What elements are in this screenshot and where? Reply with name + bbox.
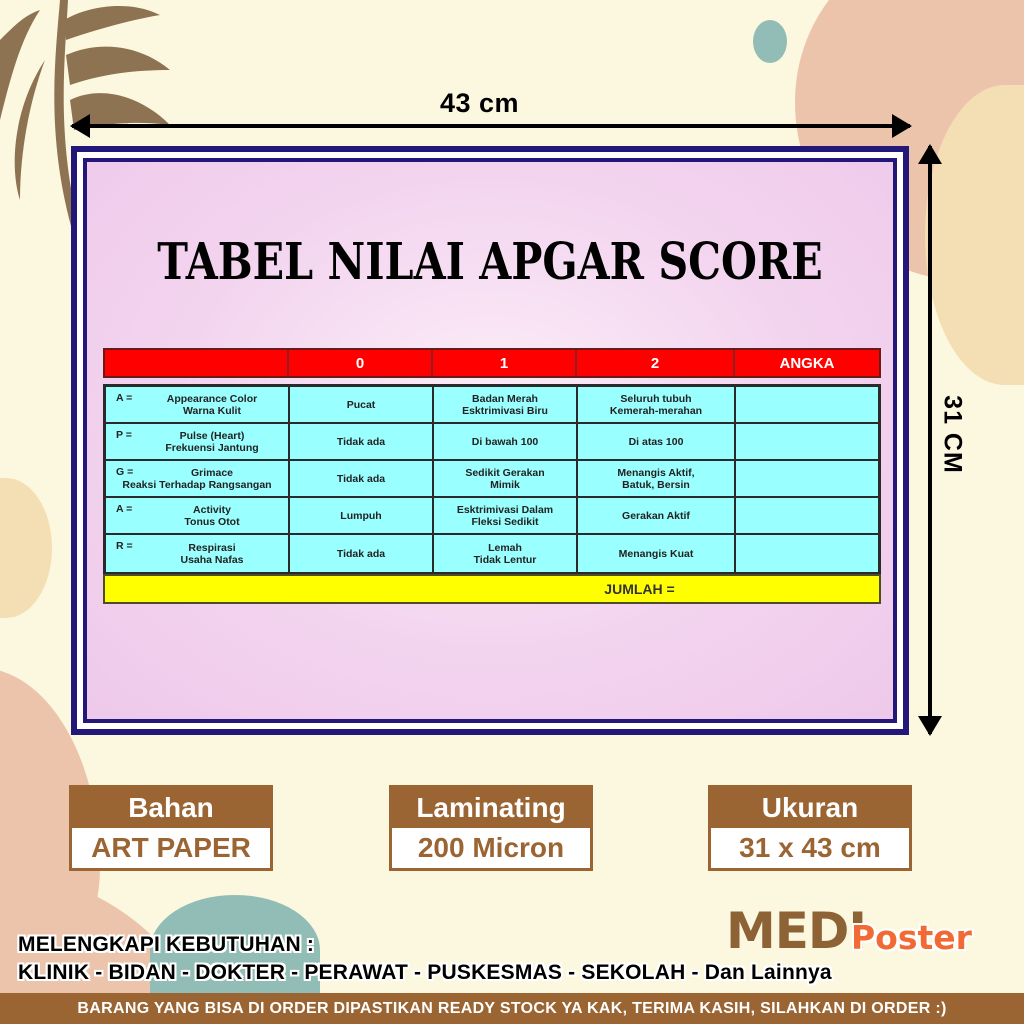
info-box-laminating	[389, 785, 593, 871]
info-label: Laminating	[392, 788, 590, 828]
height-arrow-icon	[928, 146, 932, 734]
info-value: 31 x 43 cm	[739, 832, 881, 863]
criteria-subname: Warna Kulit	[183, 404, 241, 417]
criteria-subname: Usaha Nafas	[180, 553, 244, 566]
score-1-cell: Sedikit Gerakan	[465, 466, 545, 479]
table-row: A = Appearance Color Warna Kulit Pucat Badan Merah Esktrimivasi Biru Seluruh tubuh Kemerah-merahan	[106, 387, 878, 424]
info-box-material	[69, 785, 273, 871]
score-0-cell: Lumpuh	[340, 509, 382, 522]
score-2-cell: Menangis Kuat	[618, 547, 694, 560]
info-label: Ukuran	[711, 788, 909, 828]
criteria-letter: P =	[116, 429, 132, 441]
angka-cell	[736, 424, 878, 459]
info-value: ART PAPER	[91, 832, 251, 863]
score-0-cell: Tidak ada	[336, 547, 386, 560]
criteria-letter: G =	[116, 466, 134, 478]
angka-cell	[736, 535, 878, 572]
poster-title: TABEL NILAI APGAR SCORE	[157, 232, 823, 292]
brand-part-poster: Poster	[851, 918, 972, 957]
score-1-cell: Badan Merah	[472, 392, 538, 405]
criteria-letter: R =	[116, 540, 133, 552]
criteria-letter: A =	[116, 503, 133, 515]
decor-cream-blob-left	[0, 478, 52, 618]
height-dimension-label: 31 CM	[938, 395, 967, 474]
header-cell: 1	[433, 350, 577, 376]
footer-banner	[0, 993, 1024, 1024]
header-cell	[105, 350, 289, 376]
criteria-letter: A =	[116, 392, 133, 404]
criteria-name: Respirasi	[188, 541, 236, 554]
tagline-heading: MELENGKAPI KEBUTUHAN :	[18, 933, 315, 956]
table-row: A = Activity Tonus Otot Lumpuh Esktrimivasi Dalam Fleksi Sedikit Gerakan Aktif	[106, 498, 878, 535]
width-arrow-icon	[72, 124, 910, 128]
angka-cell	[736, 387, 878, 422]
criteria-name: Appearance Color	[166, 392, 258, 405]
criteria-name: Activity	[193, 503, 231, 516]
score-2-cell: Di atas 100	[628, 435, 684, 448]
score-2-cell: Gerakan Aktif	[622, 509, 690, 522]
table-row: R = Respirasi Usaha Nafas Tidak ada Lemah Tidak Lentur Menangis Kuat	[106, 535, 878, 572]
criteria-subname: Frekuensi Jantung	[165, 441, 259, 454]
criteria-name: Grimace	[190, 466, 234, 479]
score-0-cell: Tidak ada	[336, 472, 386, 485]
score-1-cell: Lemah	[488, 541, 522, 554]
score-2-cell: Menangis Aktif,	[617, 466, 695, 479]
brand-logo	[726, 902, 972, 960]
table-header	[103, 348, 881, 378]
table-row	[106, 424, 878, 461]
tagline-audience: KLINIK - BIDAN - DOKTER - PERAWAT - PUSKESMAS - SEKOLAH - Dan Lainnya	[18, 961, 832, 984]
criteria-subname: Reaksi Terhadap Rangsangan	[122, 478, 272, 491]
score-2-cell: Seluruh tubuh	[620, 392, 692, 405]
angka-cell	[736, 498, 878, 533]
footer-text: BARANG YANG BISA DI ORDER DIPASTIKAN READY STOCK YA KAK, TERIMA KASIH, SILAHKAN DI ORDER :)	[77, 999, 947, 1017]
criteria-subname: Tonus Otot	[184, 515, 240, 528]
total-label: JUMLAH =	[604, 581, 675, 597]
apgar-table	[103, 384, 881, 575]
score-0-cell: Pucat	[346, 398, 376, 411]
poster-frame	[71, 146, 909, 735]
criteria-name: Pulse (Heart)	[179, 429, 245, 442]
score-0-cell: Tidak ada	[336, 435, 386, 448]
info-value: 200 Micron	[417, 832, 565, 863]
brand-part-medi: MEDI	[726, 902, 867, 960]
width-dimension-label: 43 cm	[440, 88, 520, 118]
total-row	[103, 574, 881, 604]
decor-teal-dot	[753, 20, 787, 63]
header-cell: ANGKA	[779, 354, 835, 372]
info-box-size	[708, 785, 912, 871]
score-1-cell: Esktrimivasi Dalam	[456, 503, 554, 516]
header-cell: 2	[577, 350, 735, 376]
poster-canvas	[83, 158, 897, 723]
angka-cell	[736, 461, 878, 496]
info-label: Bahan	[72, 788, 270, 828]
table-row: G = Grimace Reaksi Terhadap Rangsangan Tidak ada Sedikit Gerakan Mimik Menangis Aktif, Batuk, Bersin	[106, 461, 878, 498]
score-1-cell: Di bawah 100	[471, 435, 539, 448]
header-cell: 0	[289, 350, 433, 376]
